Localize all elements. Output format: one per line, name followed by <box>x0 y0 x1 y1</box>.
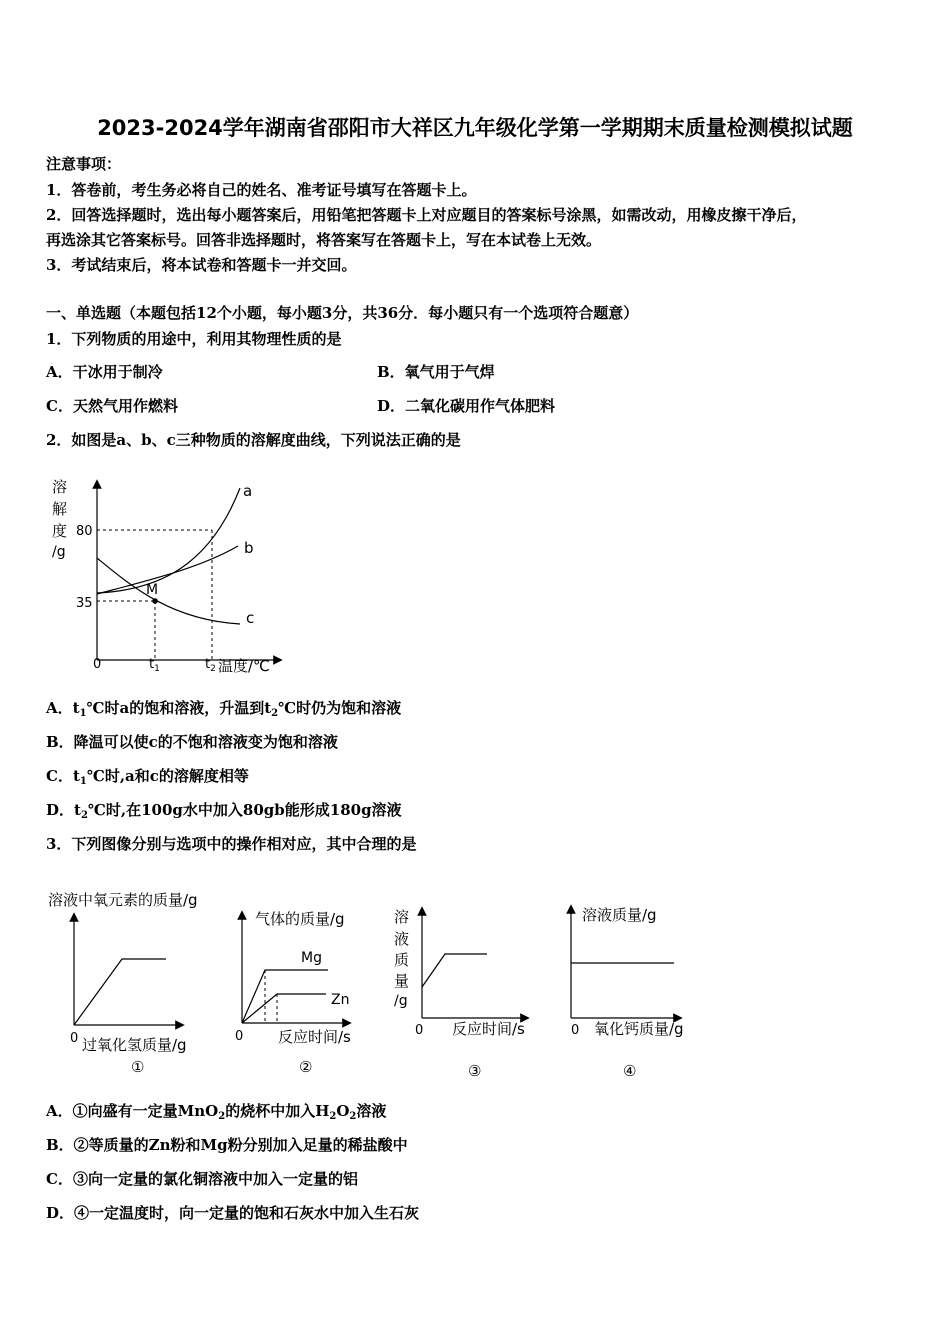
q1-option-c: C．天然气用作燃料 <box>46 397 178 415</box>
graph2-xlabel: 反应时间/s <box>278 1028 351 1046</box>
graph2-line-mg <box>242 970 328 1023</box>
point-m <box>152 598 158 604</box>
graph3-line <box>422 954 487 987</box>
label-a: a <box>243 482 253 500</box>
graph4-ylabel: 溶液质量/g <box>582 906 657 924</box>
q1-stem: 1．下列物质的用途中，利用其物理性质的是 <box>46 330 342 348</box>
graph1-number: ① <box>131 1058 145 1076</box>
graph3-number: ③ <box>468 1062 482 1080</box>
y-label-char-2: 解 <box>52 500 68 518</box>
q3-option-b: B．②等质量的Zn粉和Mg粉分别加入足量的稀盐酸中 <box>46 1136 408 1154</box>
label-c: c <box>246 609 255 627</box>
origin-label: 0 <box>93 657 102 672</box>
graph-4 <box>560 895 710 1085</box>
q1-option-d: D．二氧化碳用作气体肥料 <box>377 397 556 415</box>
graph3-origin: 0 <box>415 1023 424 1038</box>
y-label-char-3: 度 <box>52 522 68 540</box>
graph2-origin: 0 <box>235 1029 244 1044</box>
curve-a <box>97 488 240 593</box>
graph1-ylabel: 溶液中氧元素的质量/g <box>48 891 198 909</box>
q3-stem: 3．下列图像分别与选项中的操作相对应，其中合理的是 <box>46 835 417 853</box>
notice-item-2-cont: 再选涂其它答案标号。回答非选择题时，将答案写在答题卡上，写在本试卷上无效。 <box>46 231 602 249</box>
q2-option-b: B．降温可以使c的不饱和溶液变为饱和溶液 <box>46 733 338 751</box>
graph2-number: ② <box>299 1058 313 1076</box>
q1-option-b: B．氧气用于气焊 <box>377 363 495 381</box>
graph1-line <box>74 959 166 1025</box>
q3-option-c: C．③向一定量的氯化铜溶液中加入一定量的铝 <box>46 1170 358 1188</box>
y-label-char-4: /g <box>52 544 66 560</box>
graph3-ylabel-char-5: /g <box>394 993 408 1009</box>
y-tick-35: 35 <box>76 596 93 611</box>
q2-option-a: A．$t_1℃$时a的饱和溶液，升温到$t_2℃$时仍为饱和溶液 <box>46 699 402 719</box>
q1-option-a: A．干冰用于制冷 <box>46 363 163 381</box>
graph3-ylabel-char-1: 溶 <box>394 908 410 926</box>
q2-option-c: C．$t_1℃$时,a和c的溶解度相等 <box>46 767 249 787</box>
graph3-xlabel: 反应时间/s <box>452 1020 525 1038</box>
solubility-chart <box>40 470 300 685</box>
t2-label: $t_2$ <box>205 657 216 674</box>
q2-option-d: D．$t_2℃$时,在100g水中加入80gb能形成180g溶液 <box>46 801 402 821</box>
page-title: 2023-2024学年湖南省邵阳市大祥区九年级化学第一学期期末质量检测模拟试题 <box>97 116 853 140</box>
y-tick-80: 80 <box>76 524 93 539</box>
notice-item-1: 1．答卷前，考生务必将自己的姓名、准考证号填写在答题卡上。 <box>46 181 477 199</box>
q2-stem: 2．如图是a、b、c三种物质的溶解度曲线，下列说法正确的是 <box>46 431 461 449</box>
notice-item-2: 2．回答选择题时，选出每小题答案后，用铅笔把答题卡上对应题目的答案标号涂黑，如需改动，用橡皮擦干净后， <box>46 206 807 224</box>
notice-heading: 注意事项： <box>46 155 122 173</box>
graph-1 <box>40 885 230 1085</box>
graph4-origin: 0 <box>571 1023 580 1038</box>
notice-item-3: 3．考试结束后，将本试卷和答题卡一并交回。 <box>46 256 357 274</box>
section-heading: 一、单选题（本题包括12个小题，每小题3分，共36分．每小题只有一个选项符合题意） <box>46 304 639 322</box>
t1-label: $t_1$ <box>149 657 160 674</box>
graph3-ylabel-char-2: 液 <box>394 930 410 948</box>
q3-option-a: A．①向盛有一定量MnO$_2$的烧杯中加入$H_2O_2$溶液 <box>46 1102 387 1122</box>
graph4-number: ④ <box>623 1062 637 1080</box>
graph1-origin: 0 <box>70 1031 79 1046</box>
label-b: b <box>244 539 254 557</box>
graph-3 <box>385 895 545 1085</box>
y-label-char-1: 溶 <box>52 478 68 496</box>
graph4-xlabel: 氧化钙质量/g <box>594 1020 684 1038</box>
x-label: 温度/℃ <box>218 657 270 675</box>
curve-b <box>97 546 238 594</box>
graph2-label-mg: Mg <box>301 950 322 966</box>
graph2-label-zn: Zn <box>331 992 350 1008</box>
graph1-xlabel: 过氧化氢质量/g <box>82 1036 187 1054</box>
graph-2 <box>225 895 370 1085</box>
graph3-ylabel-char-4: 量 <box>394 972 410 990</box>
graph3-ylabel-char-3: 质 <box>394 951 410 969</box>
label-m: M <box>146 582 159 598</box>
graph2-ylabel: 气体的质量/g <box>255 910 345 928</box>
q3-option-d: D．④一定温度时，向一定量的饱和石灰水中加入生石灰 <box>46 1204 420 1222</box>
graph2-line-zn <box>242 994 326 1023</box>
